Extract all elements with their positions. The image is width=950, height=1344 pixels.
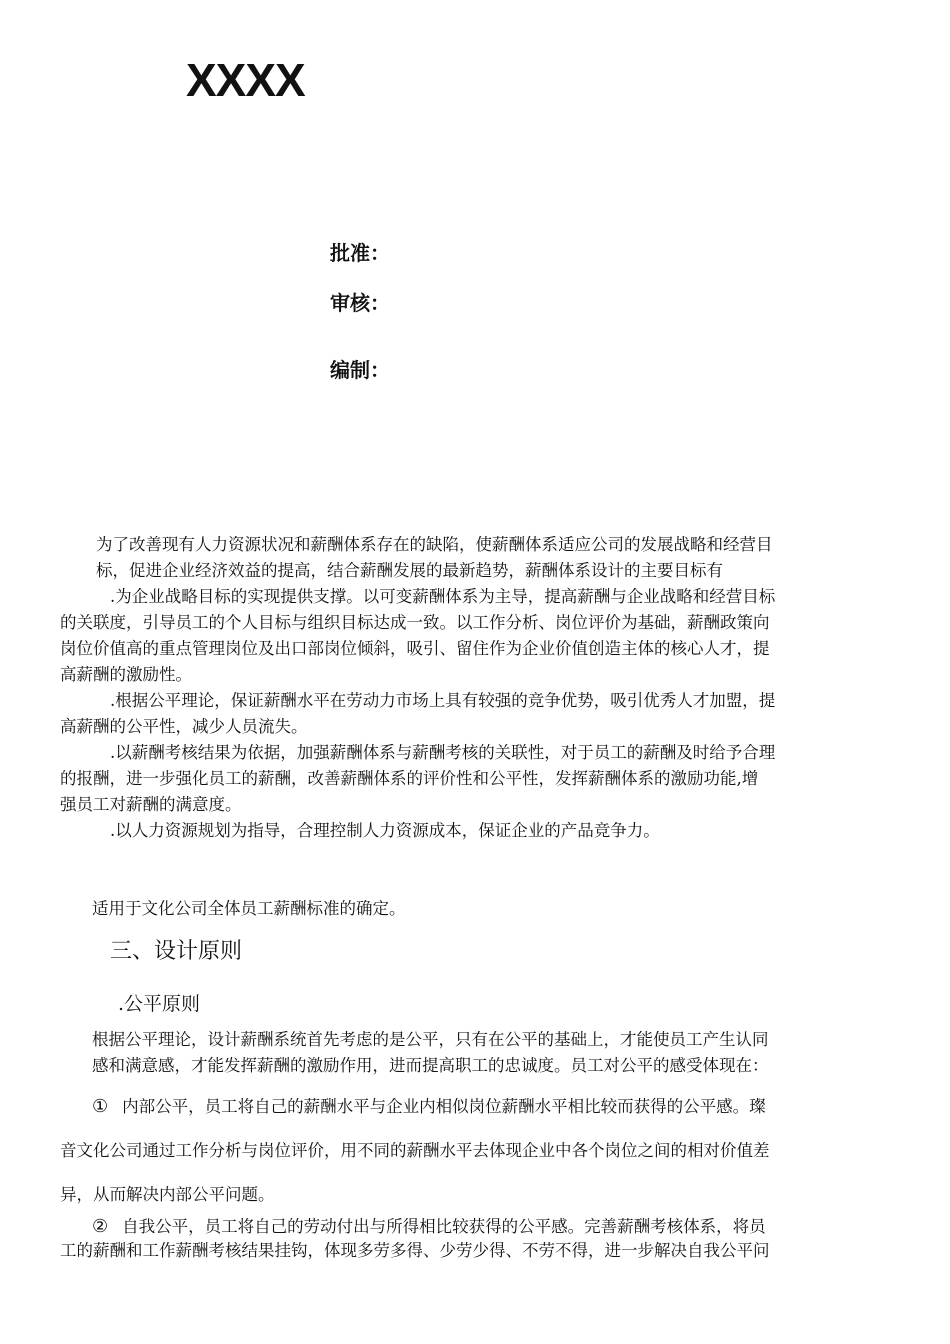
paragraph-line: 感和满意感，才能发挥薪酬的激励作用，进而提高职工的忠诚度。员工对公平的感受体现在： (92, 1056, 769, 1075)
objectives-intro-line: 标，促进企业经济效益的提高，结合薪酬发展的最新趋势，薪酬体系设计的主要目标有 (96, 561, 723, 580)
point-1-line (92, 1094, 766, 1120)
point-2-text: 自我公平，员工将自己的劳动付出与所得相比较获得的公平感。完善薪酬考核体系，将员 (122, 1217, 766, 1236)
fairness-paragraph (92, 1027, 882, 1079)
objective-item-3: .以薪酬考核结果为依据，加强薪酬体系与薪酬考核的关联性，对于员工的薪酬及时给予合理 (110, 743, 776, 762)
objectives-intro-line: 为了改善现有人力资源状况和薪酬体系存在的缺陷，使薪酬体系适应公司的发展战略和经营目 (96, 535, 773, 554)
paragraph-line: 根据公平理论，设计薪酬系统首先考虑的是公平，只有在公平的基础上，才能使员工产生认同 (92, 1030, 769, 1049)
approve-label: 批准： (330, 241, 390, 265)
scope-text: 适用于文化公司全体员工薪酬标准的确定。 (92, 899, 406, 918)
objectives-section (60, 532, 890, 844)
objective-item-1-cont: 岗位价值高的重点管理岗位及出口部岗位倾斜，吸引、留住作为企业价值创造主体的核心人才，提 (60, 639, 770, 658)
objective-item-2: .根据公平理论，保证薪酬水平在劳动力市场上具有较强的竞争优势，吸引优秀人才加盟，提 (110, 691, 776, 710)
prepare-label: 编制： (330, 358, 390, 382)
objective-item-1-cont: 的关联度，引导员工的个人目标与组织目标达成一致。以工作分析、岗位评价为基础，薪酬政策向 (60, 613, 770, 632)
document-title: XXXX (186, 54, 305, 106)
circled-number-marker: ① (92, 1096, 109, 1117)
point-2-line (92, 1214, 766, 1240)
subsection-heading: .公平原则 (118, 993, 201, 1015)
circled-number-marker: ② (92, 1216, 109, 1237)
point-2-cont: 工的薪酬和工作薪酬考核结果挂钩，体现多劳多得、少劳少得、不劳不得，进一步解决自我公平问 (60, 1241, 770, 1260)
point-1-text: 内部公平，员工将自己的薪酬水平与企业内相似岗位薪酬水平相比较而获得的公平感。璨 (122, 1097, 766, 1116)
point-1-cont: 音文化公司通过工作分析与岗位评价，用不同的薪酬水平去体现企业中各个岗位之间的相对价值差 (60, 1141, 770, 1160)
objective-item-4: .以人力资源规划为指导，合理控制人力资源成本，保证企业的产品竞争力。 (110, 821, 660, 840)
objective-item-3-cont: 的报酬，进一步强化员工的薪酬，改善薪酬体系的评价性和公平性，发挥薪酬体系的激励功能,增 (60, 769, 759, 788)
objective-item-1-cont: 高薪酬的激励性。 (60, 665, 192, 684)
review-label: 审核： (330, 291, 390, 315)
objective-item-1: .为企业战略目标的实现提供支撑。以可变薪酬体系为主导，提高薪酬与企业战略和经营目标 (110, 587, 776, 606)
point-1-cont: 异，从而解决内部公平问题。 (60, 1185, 275, 1204)
objective-item-2-cont: 高薪酬的公平性，减少人员流失。 (60, 717, 308, 736)
section-heading: 三、设计原则 (110, 939, 243, 964)
objective-item-3-cont: 强员工对薪酬的满意度。 (60, 795, 242, 814)
